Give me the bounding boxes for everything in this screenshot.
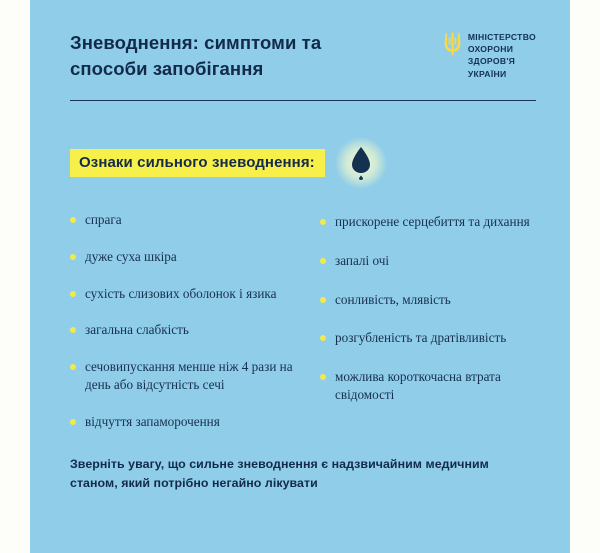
- list-item: дуже суха шкіра: [70, 248, 304, 266]
- list-item: прискорене серцебиття та дихання: [320, 213, 536, 231]
- list-item: відчуття запаморочення: [70, 413, 304, 431]
- bullet-icon: [70, 217, 76, 223]
- symptom-column-right: [320, 211, 536, 450]
- symptom-columns: [70, 211, 536, 450]
- bullet-icon: [320, 219, 326, 225]
- bullet-icon: [70, 291, 76, 297]
- list-item: загальна слабкість: [70, 321, 304, 339]
- water-drop-icon: [339, 141, 383, 185]
- list-item: запалі очі: [320, 252, 536, 270]
- symptom-column-left: [70, 211, 304, 450]
- poster-card: [30, 0, 570, 553]
- bullet-icon: [320, 374, 326, 380]
- page-title: Зневоднення: симптоми та способи запобігання: [70, 32, 322, 79]
- list-item: сонливість, млявість: [320, 291, 536, 309]
- ministry-line-3: ЗДОРОВ'Я: [467, 56, 516, 67]
- ministry-logo: [444, 26, 536, 80]
- list-item: спрага: [70, 211, 304, 229]
- bullet-icon: [70, 364, 76, 370]
- list-item: сечовипускання менше ніж 4 рази на день або відсутність сечі: [70, 358, 304, 394]
- bullet-icon: [320, 297, 326, 303]
- section-heading: Ознаки сильного зневоднення:: [70, 149, 325, 177]
- footer-note: Зверніть увагу, що сильне зневоднення є надзвичайним медичним станом, який потрібно негайно лікувати: [70, 457, 489, 490]
- ministry-line-1: МІНІСТЕРСТВО: [467, 32, 536, 42]
- trident-icon: [444, 31, 461, 57]
- drop-shape: [348, 146, 374, 180]
- bullet-icon: [70, 254, 76, 260]
- ministry-name: [468, 31, 536, 80]
- poster-header: [70, 26, 536, 81]
- ministry-line-4: УКРАЇНИ: [467, 68, 507, 79]
- list-item: розгубленість та дратівливість: [320, 329, 536, 347]
- bullet-icon: [320, 335, 326, 341]
- ministry-line-2: ОХОРОНИ: [467, 44, 514, 55]
- bullet-icon: [70, 419, 76, 425]
- poster-content: [30, 0, 570, 553]
- header-divider: [70, 100, 536, 101]
- list-item: сухість слизових оболонок і язика: [70, 285, 304, 303]
- bullet-icon: [70, 327, 76, 333]
- bullet-icon: [320, 258, 326, 264]
- list-item: можлива короткочасна втрата свідомості: [320, 368, 536, 404]
- section-header: [70, 141, 536, 185]
